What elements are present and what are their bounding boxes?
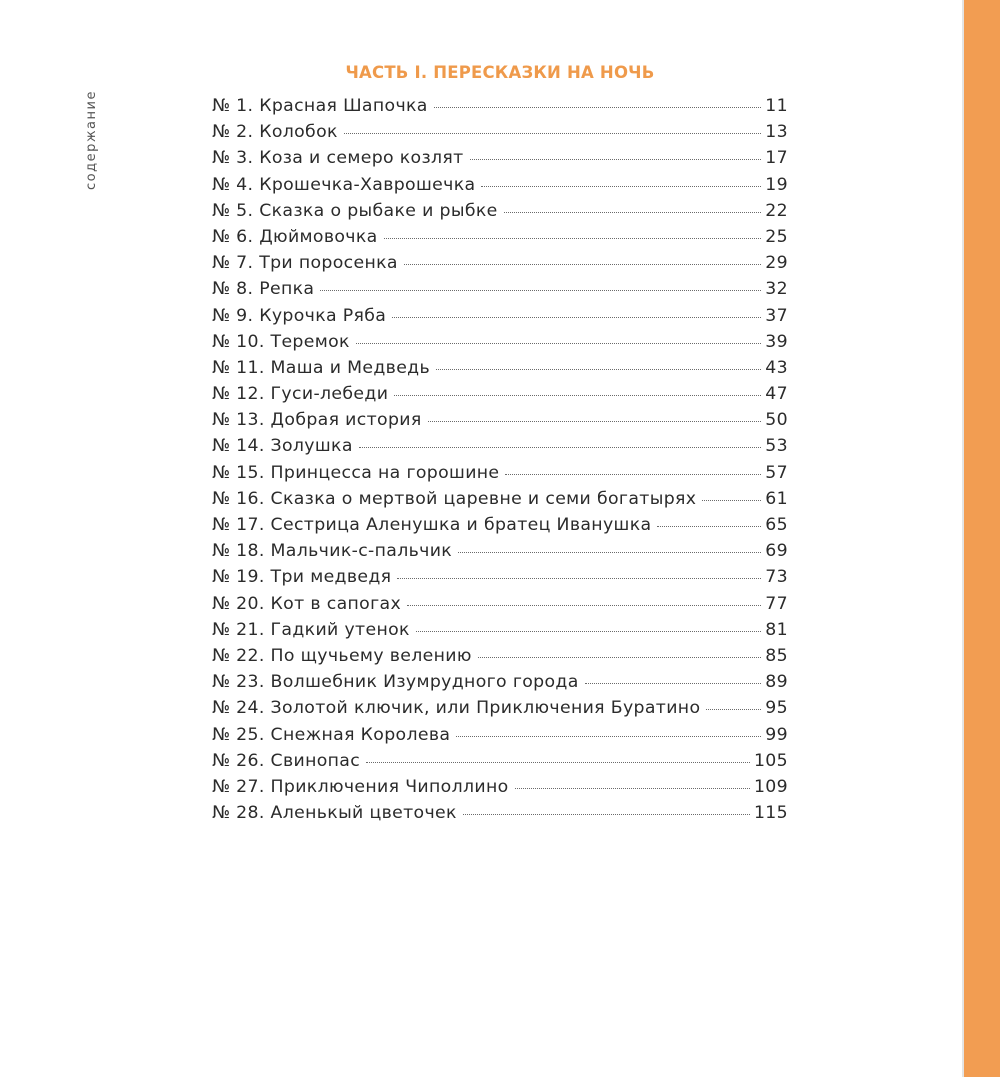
toc-dot-leader [434,107,762,108]
toc-entry [212,433,788,459]
toc-entry-title: № 13. Добрая история [212,410,422,431]
toc-entry-title: № 4. Крошечка-Хаврошечка [212,174,476,195]
toc-entry-page-number: 25 [765,226,788,247]
toc-entry [212,355,788,381]
toc-entry [212,145,788,171]
toc-entry [212,617,788,643]
toc-dot-leader [504,212,762,213]
toc-entry-title: № 27. Приключения Чиполлино [212,776,509,797]
toc-entry [212,800,788,826]
toc-entry-title: № 16. Сказка о мертвой царевне и семи богатырях [212,488,697,509]
toc-dot-leader [456,736,761,737]
toc-entry [212,748,788,774]
toc-entry-page-number: 43 [765,357,788,378]
toc-entry [212,250,788,276]
toc-dot-leader [407,605,761,606]
toc-dot-leader [458,552,761,553]
toc-entry-page-number: 81 [765,619,788,640]
toc-entry-page-number: 61 [765,488,788,509]
toc-entry [212,198,788,224]
toc-entry-title: № 25. Снежная Королева [212,724,451,745]
toc-entry-title: № 1. Красная Шапочка [212,96,428,116]
toc-entry-title: № 21. Гадкий утенок [212,619,410,640]
toc-dot-leader [404,264,761,265]
toc-dot-leader [657,526,761,527]
toc-dot-leader [706,709,761,710]
toc-entry-page-number: 37 [765,305,788,326]
toc-dot-leader [478,657,762,658]
toc-entry-page-number: 13 [765,122,788,143]
toc-dot-leader [356,343,761,344]
toc-dot-leader [470,159,762,160]
toc-entry-title: № 15. Принцесса на горошине [212,462,500,483]
toc-entry-title: № 11. Маша и Медведь [212,357,431,378]
toc-entry [212,329,788,355]
toc-entry-title: № 10. Теремок [212,331,350,352]
toc-entry-title: № 24. Золотой ключик, или Приключения Буратино [212,698,701,719]
toc-entry [212,564,788,590]
toc-entry-page-number: 109 [753,776,788,797]
toc-entry-page-number: 57 [765,462,788,483]
toc-entry [212,538,788,564]
toc-dot-leader [344,133,762,134]
toc-entry [212,93,788,119]
toc-entry-page-number: 32 [765,279,788,300]
toc-entry-page-number: 53 [765,436,788,457]
toc-entry-page-number: 47 [765,384,788,405]
toc-entry [212,512,788,538]
toc-entry [212,695,788,721]
toc-entry [212,774,788,800]
toc-entry-page-number: 19 [765,174,788,195]
toc-dot-leader [394,395,761,396]
toc-dot-leader [481,186,761,187]
toc-entry-title: № 9. Курочка Ряба [212,305,387,326]
toc-dot-leader [436,369,761,370]
toc-entry-title: № 26. Свинопас [212,750,361,771]
toc-entry-page-number: 39 [765,331,788,352]
toc-entry-title: № 17. Сестрица Аленушка и братец Иванушка [212,515,652,535]
toc-entry-page-number: 22 [765,200,788,221]
toc-entry-title: № 28. Аленькый цветочек [212,803,457,824]
toc-dot-leader [366,762,750,763]
toc-dot-leader [384,238,762,239]
toc-entry-title: № 3. Коза и семеро козлят [212,148,464,169]
toc-entry [212,303,788,329]
toc-entry-page-number: 17 [765,148,788,169]
toc-entry [212,486,788,512]
toc-entry-page-number: 50 [765,410,788,431]
toc-entry-page-number: 29 [765,253,788,274]
toc-entry-page-number: 85 [765,645,788,666]
toc-entry-page-number: 11 [765,96,788,116]
toc-dot-leader [463,814,750,815]
toc-entry-page-number: 99 [765,724,788,745]
toc-entry-page-number: 105 [753,750,788,771]
toc-entry-page-number: 89 [765,672,788,693]
toc-entry [212,119,788,145]
toc-entry-title: № 14. Золушка [212,436,353,457]
toc-entry [212,224,788,250]
toc-entry-page-number: 69 [765,541,788,562]
table-of-contents [212,93,788,826]
toc-entry-title: № 8. Репка [212,279,315,300]
toc-entry-title: № 19. Три медведя [212,567,392,588]
toc-dot-leader [392,317,761,318]
toc-entry [212,276,788,302]
toc-dot-leader [702,500,761,501]
toc-dot-leader [397,578,761,579]
toc-dot-leader [585,683,762,684]
toc-entry-title: № 18. Мальчик-с-пальчик [212,541,453,562]
toc-dot-leader [320,290,761,291]
toc-entry-title: № 20. Кот в сапогах [212,593,402,614]
toc-entry-page-number: 65 [765,515,788,535]
toc-entry-title: № 5. Сказка о рыбаке и рыбке [212,200,498,221]
toc-entry-page-number: 95 [765,698,788,719]
toc-entry [212,669,788,695]
toc-dot-leader [428,421,762,422]
toc-entry [212,722,788,748]
toc-entry [212,381,788,407]
toc-dot-leader [416,631,761,632]
toc-entry-title: № 7. Три поросенка [212,253,398,274]
toc-entry-page-number: 115 [753,803,788,824]
toc-entry-title: № 23. Волшебник Изумрудного города [212,672,579,693]
toc-entry-title: № 12. Гуси-лебеди [212,384,389,405]
toc-entry-title: № 2. Колобок [212,122,338,143]
toc-entry [212,591,788,617]
section-title: ЧАСТЬ I. ПЕРЕСКАЗКИ НА НОЧЬ [345,63,655,82]
toc-entry-title: № 22. По щучьему велению [212,645,472,666]
toc-entry [212,172,788,198]
toc-dot-leader [515,788,750,789]
toc-dot-leader [359,447,762,448]
toc-entry [212,407,788,433]
side-label-contents: содержание [84,90,99,190]
toc-entry [212,643,788,669]
toc-entry [212,460,788,486]
toc-dot-leader [505,474,761,475]
orange-side-strip [964,0,1000,1077]
toc-entry-title: № 6. Дюймовочка [212,226,378,247]
toc-entry-page-number: 73 [765,567,788,588]
toc-entry-page-number: 77 [765,593,788,614]
